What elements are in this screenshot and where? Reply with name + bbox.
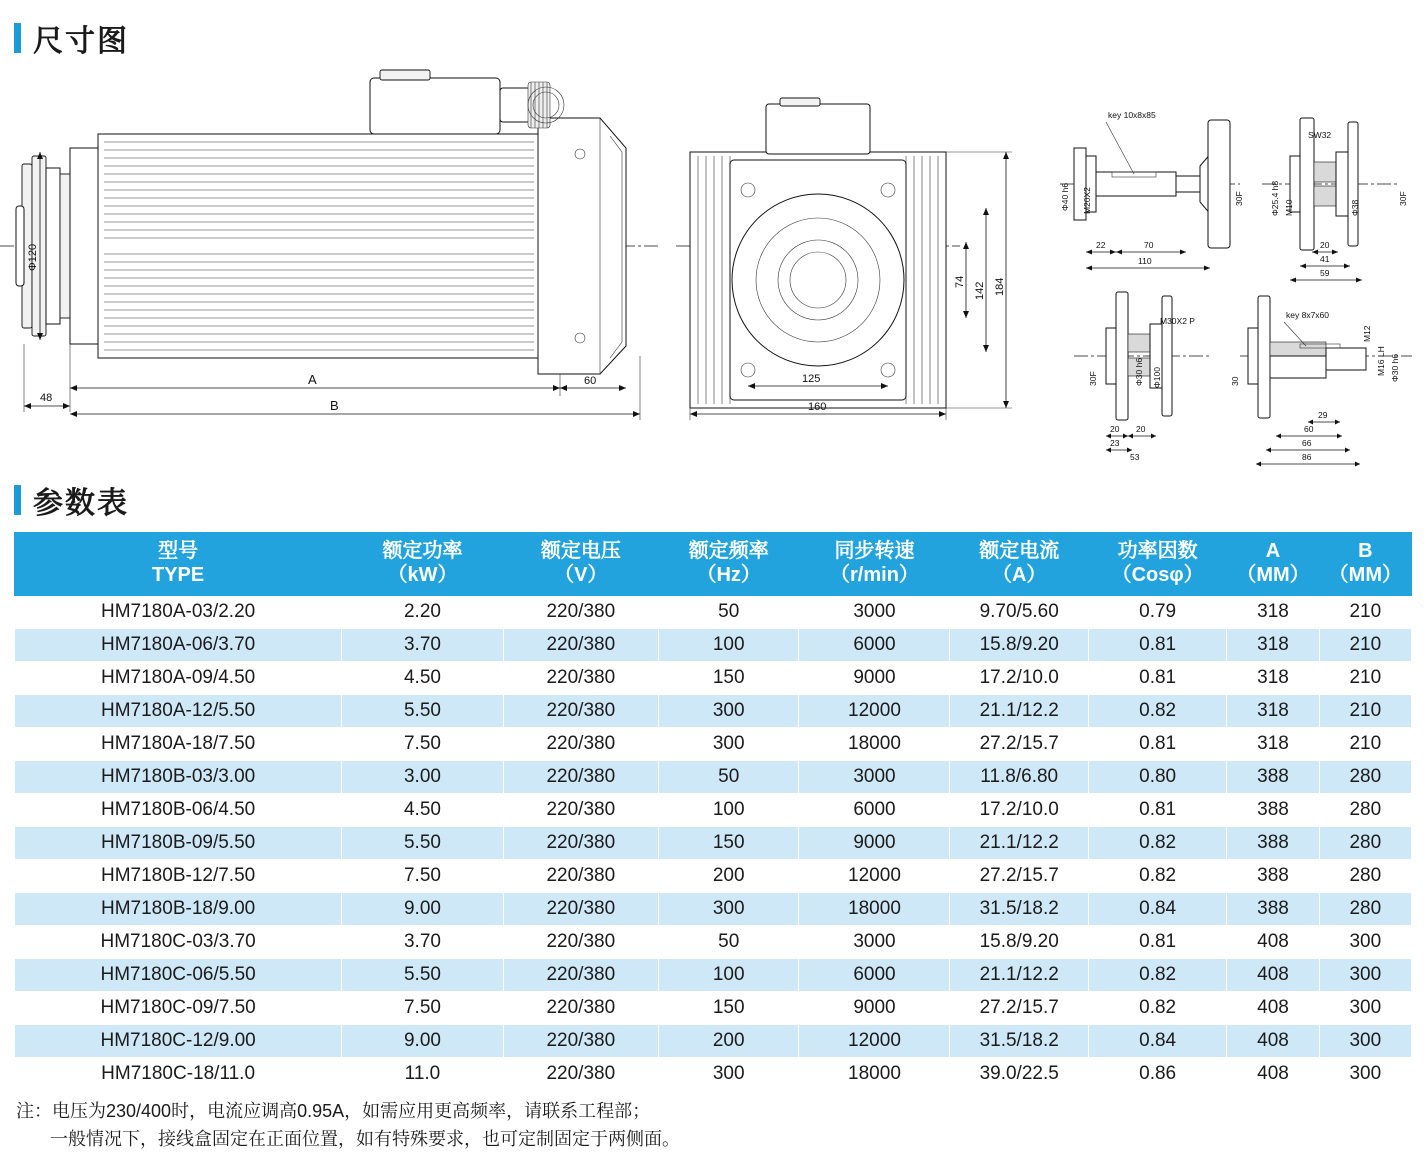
label-m16LH: M16 LH: [1376, 346, 1386, 376]
cell-dim-b: 280: [1319, 860, 1411, 893]
cell-speed: 18000: [799, 1058, 950, 1091]
label-29: 29: [1318, 410, 1328, 420]
cell-power-factor: 0.79: [1088, 596, 1226, 629]
cell-dim-b: 210: [1319, 728, 1411, 761]
label-m12: M12: [1362, 325, 1372, 342]
header-type-line1: 型号: [158, 540, 199, 563]
header-power-factor-line1: 功率因数: [1117, 540, 1198, 563]
table-row: [15, 959, 1412, 992]
cell-voltage: 220/380: [503, 992, 658, 1025]
label-key-8x7x60: key 8x7x60: [1286, 310, 1329, 320]
header-voltage-line1: 额定电压: [540, 540, 621, 563]
cell-dim-b: 300: [1319, 1025, 1411, 1058]
cell-voltage: 220/380: [503, 860, 658, 893]
cell-power: 11.0: [342, 1058, 504, 1091]
cell-dim-b: 300: [1319, 992, 1411, 1025]
cell-speed: 9000: [799, 662, 950, 695]
cell-current: 31.5/18.2: [950, 1025, 1088, 1058]
cell-dim-a: 408: [1227, 1025, 1319, 1058]
cell-speed: 6000: [799, 959, 950, 992]
cell-voltage: 220/380: [503, 761, 658, 794]
cell-power: 5.50: [342, 959, 504, 992]
label-30-right: 30: [1230, 376, 1240, 386]
label-60r: 60: [1304, 424, 1314, 434]
cell-voltage: 220/380: [503, 926, 658, 959]
cell-dim-b: 210: [1319, 596, 1411, 629]
cell-voltage: 220/380: [503, 1058, 658, 1091]
cell-type: HM7180B-12/7.50: [15, 860, 342, 893]
cell-dim-a: 388: [1227, 893, 1319, 926]
cell-voltage: 220/380: [503, 629, 658, 662]
accent-bar-icon: [14, 23, 21, 53]
cell-power: 7.50: [342, 992, 504, 1025]
header-dim-b-line1: B: [1358, 540, 1373, 563]
cell-voltage: 220/380: [503, 893, 658, 926]
header-power-line2: （kW）: [387, 564, 458, 586]
label-23: 23: [1110, 438, 1120, 448]
note-line-1: 注：电压为230/400时，电流应调高0.95A，如需应用更高频率，请联系工程部；: [16, 1101, 651, 1121]
header-current: [950, 533, 1088, 596]
cell-dim-a: 318: [1227, 629, 1319, 662]
header-voltage: [503, 533, 658, 596]
cell-current: 21.1/12.2: [950, 695, 1088, 728]
cell-current: 15.8/9.20: [950, 629, 1088, 662]
dimension-section-title: [14, 16, 129, 60]
label-phi25-4h8: Φ25.4 h8: [1270, 180, 1280, 216]
parameter-table: [14, 532, 1412, 1091]
cell-frequency: 100: [658, 959, 799, 992]
drawing-detail-flange-bottom-left: [1074, 292, 1210, 462]
header-power-factor-line2: （Cosφ）: [1111, 564, 1204, 586]
cell-speed: 18000: [799, 893, 950, 926]
header-type-line2: TYPE: [151, 564, 205, 586]
cell-dim-b: 280: [1319, 794, 1411, 827]
drawing-side-view: [0, 70, 660, 420]
cell-current: 17.2/10.0: [950, 794, 1088, 827]
label-phi120: Φ120: [27, 243, 39, 271]
table-header-row: [15, 533, 1412, 596]
label-66: 66: [1302, 438, 1312, 448]
cell-dim-b: 280: [1319, 761, 1411, 794]
cell-frequency: 50: [658, 926, 799, 959]
cell-frequency: 200: [658, 860, 799, 893]
note-line-2: 一般情况下，接线盒固定在正面位置，如有特殊要求，也可定制固定于两侧面。: [50, 1128, 680, 1149]
cell-current: 17.2/10.0: [950, 662, 1088, 695]
label-160: 160: [808, 401, 827, 413]
label-key-10x8x85: key 10x8x85: [1108, 110, 1156, 120]
drawing-detail-nut-top-right: [1262, 118, 1408, 283]
header-power-line1: 额定功率: [382, 540, 463, 563]
cell-dim-b: 210: [1319, 662, 1411, 695]
cell-current: 21.1/12.2: [950, 827, 1088, 860]
header-frequency: [658, 533, 799, 596]
cell-frequency: 300: [658, 728, 799, 761]
cell-dim-a: 318: [1227, 728, 1319, 761]
cell-power: 2.20: [342, 596, 504, 629]
cell-current: 31.5/18.2: [950, 893, 1088, 926]
cell-dim-b: 300: [1319, 959, 1411, 992]
cell-frequency: 100: [658, 794, 799, 827]
table-row: [15, 926, 1412, 959]
cell-type: HM7180C-03/3.70: [15, 926, 342, 959]
header-dim-b: [1319, 533, 1411, 596]
cell-type: HM7180A-09/4.50: [15, 662, 342, 695]
header-dim-b-line2: （MM）: [1328, 564, 1402, 586]
cell-dim-a: 388: [1227, 827, 1319, 860]
parameter-table-wrap: [14, 532, 1412, 1091]
label-m10: M10: [1284, 199, 1294, 216]
cell-speed: 6000: [799, 794, 950, 827]
cell-speed: 12000: [799, 860, 950, 893]
cell-dim-b: 210: [1319, 695, 1411, 728]
cell-power-factor: 0.81: [1088, 662, 1226, 695]
table-body: [15, 596, 1412, 1091]
cell-current: 11.8/6.80: [950, 761, 1088, 794]
cell-dim-a: 388: [1227, 794, 1319, 827]
header-dim-a-line2: （MM）: [1236, 564, 1310, 586]
drawing-detail-shaft-top-left: [1060, 110, 1244, 271]
label-86: 86: [1302, 452, 1312, 462]
cell-dim-a: 388: [1227, 761, 1319, 794]
cell-power-factor: 0.82: [1088, 827, 1226, 860]
accent-bar-icon-2: [14, 485, 21, 515]
table-row: [15, 596, 1412, 629]
header-dim-a-line1: A: [1265, 540, 1281, 563]
cell-power: 9.00: [342, 893, 504, 926]
parameter-title-text: 参数表: [33, 487, 129, 520]
cell-voltage: 220/380: [503, 662, 658, 695]
cell-power-factor: 0.80: [1088, 761, 1226, 794]
header-current-line2: （A）: [991, 564, 1047, 586]
cell-speed: 3000: [799, 761, 950, 794]
table-row: [15, 761, 1412, 794]
label-phi100: Φ100: [1152, 367, 1162, 388]
cell-frequency: 150: [658, 662, 799, 695]
cell-dim-b: 210: [1319, 629, 1411, 662]
header-power-factor: [1088, 533, 1226, 596]
cell-frequency: 50: [658, 596, 799, 629]
cell-voltage: 220/380: [503, 695, 658, 728]
header-current-line1: 额定电流: [979, 540, 1060, 563]
cell-speed: 12000: [799, 695, 950, 728]
label-142: 142: [974, 281, 986, 300]
label-70: 70: [1144, 240, 1154, 250]
header-power: [342, 533, 504, 596]
cell-frequency: 150: [658, 992, 799, 1025]
cell-type: HM7180C-12/9.00: [15, 1025, 342, 1058]
label-A: A: [308, 372, 317, 387]
dimension-drawing: [0, 56, 1426, 462]
header-frequency-line1: 额定频率: [688, 540, 769, 563]
cell-type: HM7180B-09/5.50: [15, 827, 342, 860]
cell-type: HM7180A-12/5.50: [15, 695, 342, 728]
table-row: [15, 893, 1412, 926]
parameter-section-title: [14, 478, 129, 522]
cell-power-factor: 0.84: [1088, 1025, 1226, 1058]
cell-power: 7.50: [342, 728, 504, 761]
cell-power: 9.00: [342, 1025, 504, 1058]
cell-voltage: 220/380: [503, 794, 658, 827]
label-74: 74: [954, 275, 966, 288]
table-row: [15, 695, 1412, 728]
cell-voltage: 220/380: [503, 959, 658, 992]
cell-current: 9.70/5.60: [950, 596, 1088, 629]
label-B: B: [330, 398, 339, 413]
cell-dim-a: 408: [1227, 1058, 1319, 1091]
table-row: [15, 1058, 1412, 1091]
cell-power-factor: 0.81: [1088, 629, 1226, 662]
cell-dim-a: 408: [1227, 926, 1319, 959]
cell-current: 39.0/22.5: [950, 1058, 1088, 1091]
cell-voltage: 220/380: [503, 728, 658, 761]
cell-frequency: 300: [658, 893, 799, 926]
header-speed-line1: 同步转速: [834, 540, 915, 563]
cell-voltage: 220/380: [503, 596, 658, 629]
table-row: [15, 728, 1412, 761]
cell-dim-b: 300: [1319, 1058, 1411, 1091]
cell-dim-a: 408: [1227, 992, 1319, 1025]
cell-power-factor: 0.81: [1088, 794, 1226, 827]
header-voltage-line2: （V）: [554, 564, 608, 586]
cell-type: HM7180A-06/3.70: [15, 629, 342, 662]
label-184: 184: [994, 277, 1006, 296]
label-20: 20: [1320, 240, 1330, 250]
label-sw32: SW32: [1308, 130, 1332, 140]
notes-block: [16, 1098, 680, 1154]
cell-power-factor: 0.81: [1088, 926, 1226, 959]
label-phi30h6: Φ30 h6: [1134, 357, 1144, 386]
cell-power-factor: 0.81: [1088, 728, 1226, 761]
cell-type: HM7180C-06/5.50: [15, 959, 342, 992]
cell-power: 5.50: [342, 827, 504, 860]
cell-power: 4.50: [342, 794, 504, 827]
cell-frequency: 50: [658, 761, 799, 794]
label-41: 41: [1320, 254, 1330, 264]
cell-dim-b: 280: [1319, 893, 1411, 926]
drawing-front-view: [676, 98, 1012, 420]
cell-frequency: 300: [658, 695, 799, 728]
cell-power-factor: 0.86: [1088, 1058, 1226, 1091]
table-row: [15, 860, 1412, 893]
table-header: [15, 533, 1412, 596]
cell-voltage: 220/380: [503, 827, 658, 860]
cell-type: HM7180C-09/7.50: [15, 992, 342, 1025]
cell-dim-b: 300: [1319, 926, 1411, 959]
cell-power: 4.50: [342, 662, 504, 695]
header-speed-line2: （r/min）: [830, 564, 919, 586]
label-48: 48: [40, 392, 53, 404]
cell-power: 3.00: [342, 761, 504, 794]
table-row: [15, 992, 1412, 1025]
label-59: 59: [1320, 268, 1330, 278]
cell-type: HM7180B-06/4.50: [15, 794, 342, 827]
label-22: 22: [1096, 240, 1106, 250]
cell-power-factor: 0.82: [1088, 695, 1226, 728]
label-phi30h6-right: Φ30 h6: [1390, 353, 1400, 382]
label-phi40h6: Φ40 h6: [1060, 182, 1070, 211]
label-20c: 20: [1136, 424, 1146, 434]
cell-type: HM7180A-18/7.50: [15, 728, 342, 761]
cell-dim-b: 280: [1319, 827, 1411, 860]
cell-voltage: 220/380: [503, 1025, 658, 1058]
table-row: [15, 629, 1412, 662]
table-row: [15, 662, 1412, 695]
cell-speed: 9000: [799, 992, 950, 1025]
cell-type: HM7180B-03/3.00: [15, 761, 342, 794]
cell-speed: 3000: [799, 596, 950, 629]
cell-power-factor: 0.82: [1088, 860, 1226, 893]
cell-power: 5.50: [342, 695, 504, 728]
cell-power-factor: 0.82: [1088, 959, 1226, 992]
label-30F-right: 30F: [1398, 191, 1408, 206]
table-row: [15, 1025, 1412, 1058]
label-m30x2P: M30X2 P: [1160, 316, 1195, 326]
label-phi38: Φ38: [1350, 199, 1360, 216]
label-53: 53: [1130, 452, 1140, 462]
cell-power: 3.70: [342, 629, 504, 662]
label-m20x2: M20X2: [1082, 187, 1092, 214]
cell-speed: 6000: [799, 629, 950, 662]
cell-current: 15.8/9.20: [950, 926, 1088, 959]
dimension-title-text: 尺寸图: [33, 25, 129, 58]
label-125: 125: [802, 373, 821, 385]
table-row: [15, 794, 1412, 827]
cell-current: 27.2/15.7: [950, 728, 1088, 761]
header-dim-a: [1227, 533, 1319, 596]
cell-speed: 18000: [799, 728, 950, 761]
cell-dim-a: 318: [1227, 695, 1319, 728]
header-frequency-line2: （Hz）: [696, 564, 761, 586]
cell-power: 3.70: [342, 926, 504, 959]
cell-power-factor: 0.82: [1088, 992, 1226, 1025]
header-type: [15, 533, 342, 596]
cell-dim-a: 318: [1227, 596, 1319, 629]
cell-dim-a: 388: [1227, 860, 1319, 893]
label-110: 110: [1138, 256, 1152, 266]
label-60: 60: [584, 375, 597, 387]
cell-dim-a: 408: [1227, 959, 1319, 992]
label-30F-1: 30F: [1234, 191, 1244, 206]
cell-current: 27.2/15.7: [950, 992, 1088, 1025]
header-speed: [799, 533, 950, 596]
cell-type: HM7180C-18/11.0: [15, 1058, 342, 1091]
cell-dim-a: 318: [1227, 662, 1319, 695]
cell-current: 21.1/12.2: [950, 959, 1088, 992]
cell-speed: 9000: [799, 827, 950, 860]
drawing-detail-shaft-bottom-right: [1230, 296, 1412, 467]
cell-frequency: 100: [658, 629, 799, 662]
cell-speed: 12000: [799, 1025, 950, 1058]
cell-type: HM7180A-03/2.20: [15, 596, 342, 629]
label-30F-3: 30F: [1088, 371, 1098, 386]
cell-type: HM7180B-18/9.00: [15, 893, 342, 926]
cell-frequency: 200: [658, 1025, 799, 1058]
label-20b: 20: [1110, 424, 1120, 434]
cell-current: 27.2/15.7: [950, 860, 1088, 893]
cell-power: 7.50: [342, 860, 504, 893]
table-row: [15, 827, 1412, 860]
cell-frequency: 300: [658, 1058, 799, 1091]
cell-speed: 3000: [799, 926, 950, 959]
cell-power-factor: 0.84: [1088, 893, 1226, 926]
cell-frequency: 150: [658, 827, 799, 860]
